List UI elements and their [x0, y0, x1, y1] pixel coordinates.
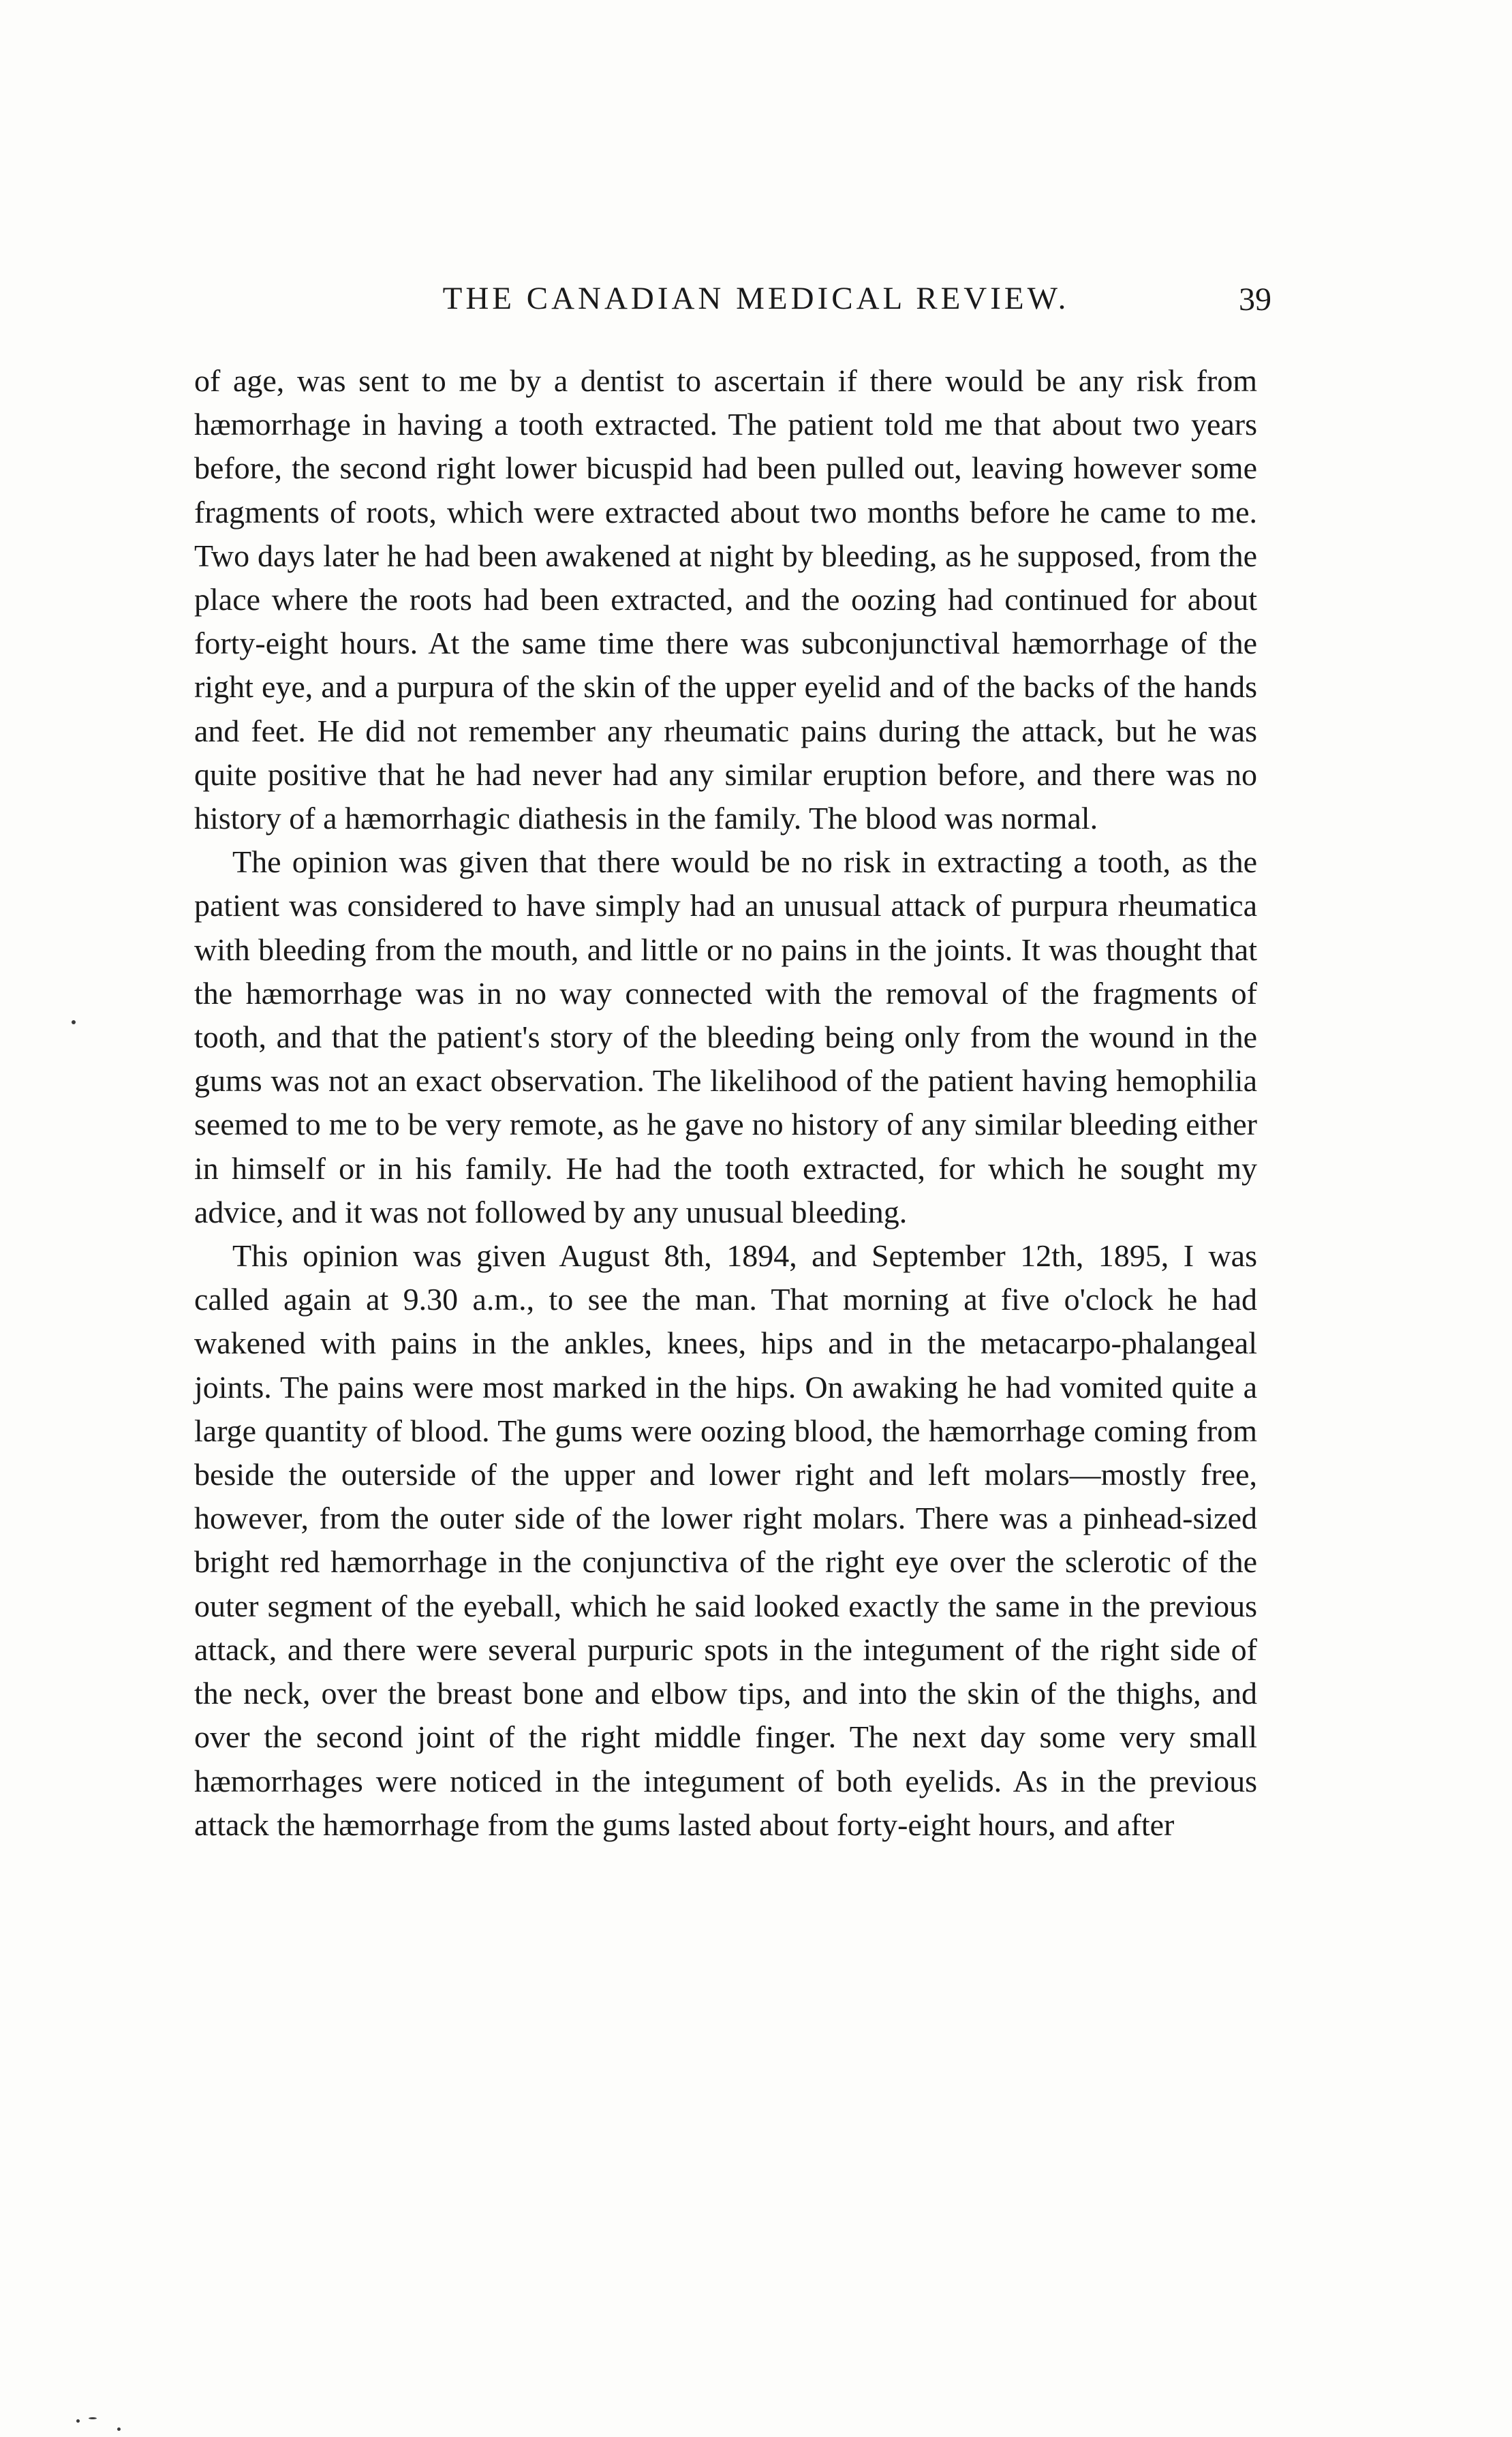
corner-speck	[76, 2419, 80, 2423]
paragraph-opinion: The opinion was given that there would be no risk in extracting a tooth, as the patient was considered to have simply had an unusual attack of purpura rheumatica with bleeding from the mouth, and little or no pains in the joints. It was thought that the hæmorrhage was in no way connected with the removal of the fragments of tooth, and that the patient's story of the bleeding being only from the wound in the gums was not an exact observation. The likelihood of the patient having hemophilia seemed to me to be very remote, as he gave no history of any similar bleeding either in himself or in his family. He had the tooth extracted, for which he sought my advice, and it was not followed by any unusual bleeding.	[194, 844, 1257, 1229]
margin-speck	[72, 1020, 76, 1024]
article-body	[194, 359, 1257, 1847]
paragraph-second-attack: This opinion was given August 8th, 1894, and September 12th, 1895, I was called again at 9.30 a.m., to see the man. That morning at five o'clock he had wakened with pains in the ankles, knees, hips and in the metacarpo-phalangeal joints. The pains were most marked in the hips. On awaking he had vomited quite a large quantity of blood. The gums were oozing blood, the hæmorrhage coming from beside the outerside of the upper and lower right and left molars—mostly free, however, from the outer side of the lower right molars. There was a pinhead-sized bright red hæmorrhage in the conjunctiva of the right eye over the sclerotic of the outer segment of the eyeball, which he said looked exactly the same in the previous attack, and there were several purpuric spots in the integument of the right side of the neck, over the breast bone and elbow tips, and into the skin of the thighs, and over the second joint of the right middle finger. The next day some very small hæmorrhages were noticed in the integument of both eyelids. As in the previous attack the hæmorrhage from the gums lasted about forty-eight hours, and after	[194, 1238, 1257, 1842]
corner-speck	[89, 2417, 97, 2419]
paragraph-continued: of age, was sent to me by a dentist to ascertain if there would be any risk from hæmorrhage in having a tooth extracted. The patient told me that about two years before, the second right lower bicuspid had been pulled out, leaving however some fragments of roots, which were extracted about two months before he came to me. Two days later he had been awakened at night by bleeding, as he supposed, from the place where the roots had been extracted, and the oozing had continued for about forty-eight hours. At the same time there was subconjunctival hæmorrhage of the right eye, and a purpura of the skin of the upper eyelid and of the backs of the hands and feet. He did not remember any rheumatic pains during the attack, but he was quite positive that he had never had any similar eruption before, and there was no history of a hæmorrhagic diathesis in the family. The blood was normal.	[194, 363, 1257, 836]
corner-speck	[117, 2427, 121, 2431]
page-number: 39	[1239, 281, 1271, 318]
running-head	[0, 278, 1512, 319]
journal-title: THE CANADIAN MEDICAL REVIEW.	[442, 281, 1070, 316]
